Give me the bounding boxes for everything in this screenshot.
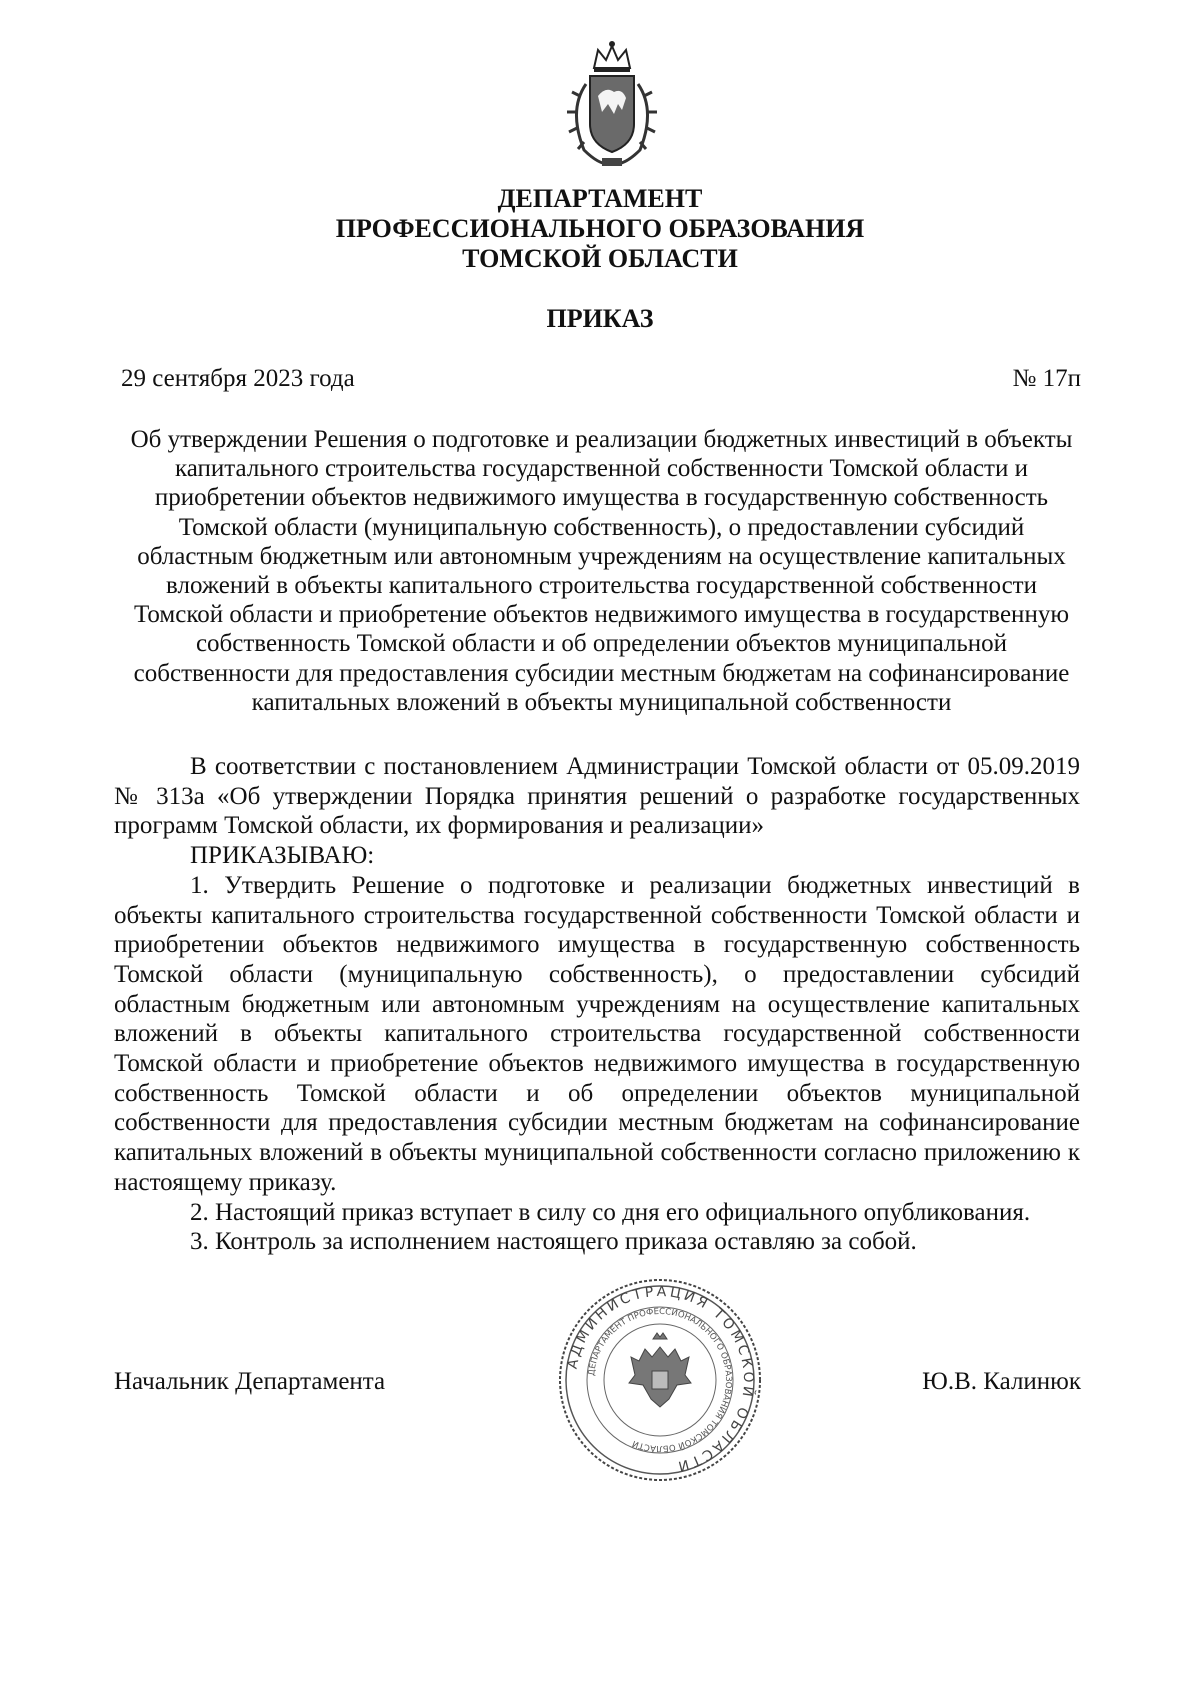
official-seal-icon bbox=[555, 1275, 765, 1485]
order-number: № 17п bbox=[1012, 365, 1081, 392]
order-item-2: 2. Настоящий приказ вступает в силу со дня его официального опубликования. bbox=[190, 1198, 1031, 1226]
signatory-name: Ю.В. Калинюк bbox=[922, 1368, 1081, 1395]
signatory-position: Начальник Департамента bbox=[114, 1368, 386, 1395]
order-date: 29 сентября 2023 года bbox=[121, 365, 355, 392]
header-line-2: ПРОФЕССИОНАЛЬНОГО ОБРАЗОВАНИЯ bbox=[335, 214, 865, 243]
seal-outer-text: АДМИНИСТРАЦИЯ ТОМСКОЙ ОБЛАСТИ bbox=[564, 1283, 757, 1475]
seal-inner-text: ДЕПАРТАМЕНТ ПРОФЕССИОНАЛЬНОГО ОБРАЗОВАНИЯ ТОМСКОЙ ОБЛАСТИ bbox=[587, 1306, 734, 1454]
coat-of-arms-icon bbox=[556, 40, 668, 174]
preamble-paragraph: В соответствии с постановлением Администрации Томской области от 05.09.2019 № 313а «Об утверждении Порядка принятия решений о разработке государственных программ Томской области, их формирования и реализации» bbox=[114, 753, 1080, 840]
header-line-1: ДЕПАРТАМЕНТ bbox=[497, 184, 703, 213]
order-item-1: 1. Утвердить Решение о подготовке и реализации бюджетных инвестиций в объекты капитального строительства государственной собственности Томской области и приобретении объектов недвижимого имущества в государственную собственность Томской области (муниципальную собственность), о предоставлении субсидий областным бюджетным или автономным учреждениям на осуществление капитальных вложений в объекты капитального строительства государственной собственности Томской области и приобретение объектов недвижимого имущества в государственную собственность Томской области и об определении объектов муниципальной собственности для предоставления субсидии местным бюджетам на софинансирование капитальных вложений в объекты муниципальной собственности согласно приложению к настоящему приказу. bbox=[114, 871, 1080, 1196]
department-header bbox=[160, 184, 1040, 274]
order-body bbox=[114, 752, 1080, 1257]
order-word: ПРИКАЗЫВАЮ: bbox=[190, 842, 375, 870]
order-subject: Об утверждении Решения о подготовке и реализации бюджетных инвестиций в объекты капитального строительства государственной собственности Томской области и приобретении объектов недвижимого имущества в государственную собственность Томской области (муниципальную собственность), о предоставлении субсидий областным бюджетным или автономным учреждениям на осуществление капитальных вложений в объекты капитального строительства государственной собственности Томской области и приобретение объектов недвижимого имущества в государственную собственность Томской области и об определении объектов муниципальной собственности для предоставления субсидии местным бюджетам на софинансирование капитальных вложений в объекты муниципальной собственности bbox=[130, 426, 1073, 716]
order-title: ПРИКАЗ bbox=[546, 304, 654, 333]
order-item-3: 3. Контроль за исполнением настоящего приказа оставляю за собой. bbox=[190, 1228, 917, 1256]
header-line-3: ТОМСКОЙ ОБЛАСТИ bbox=[462, 244, 738, 273]
